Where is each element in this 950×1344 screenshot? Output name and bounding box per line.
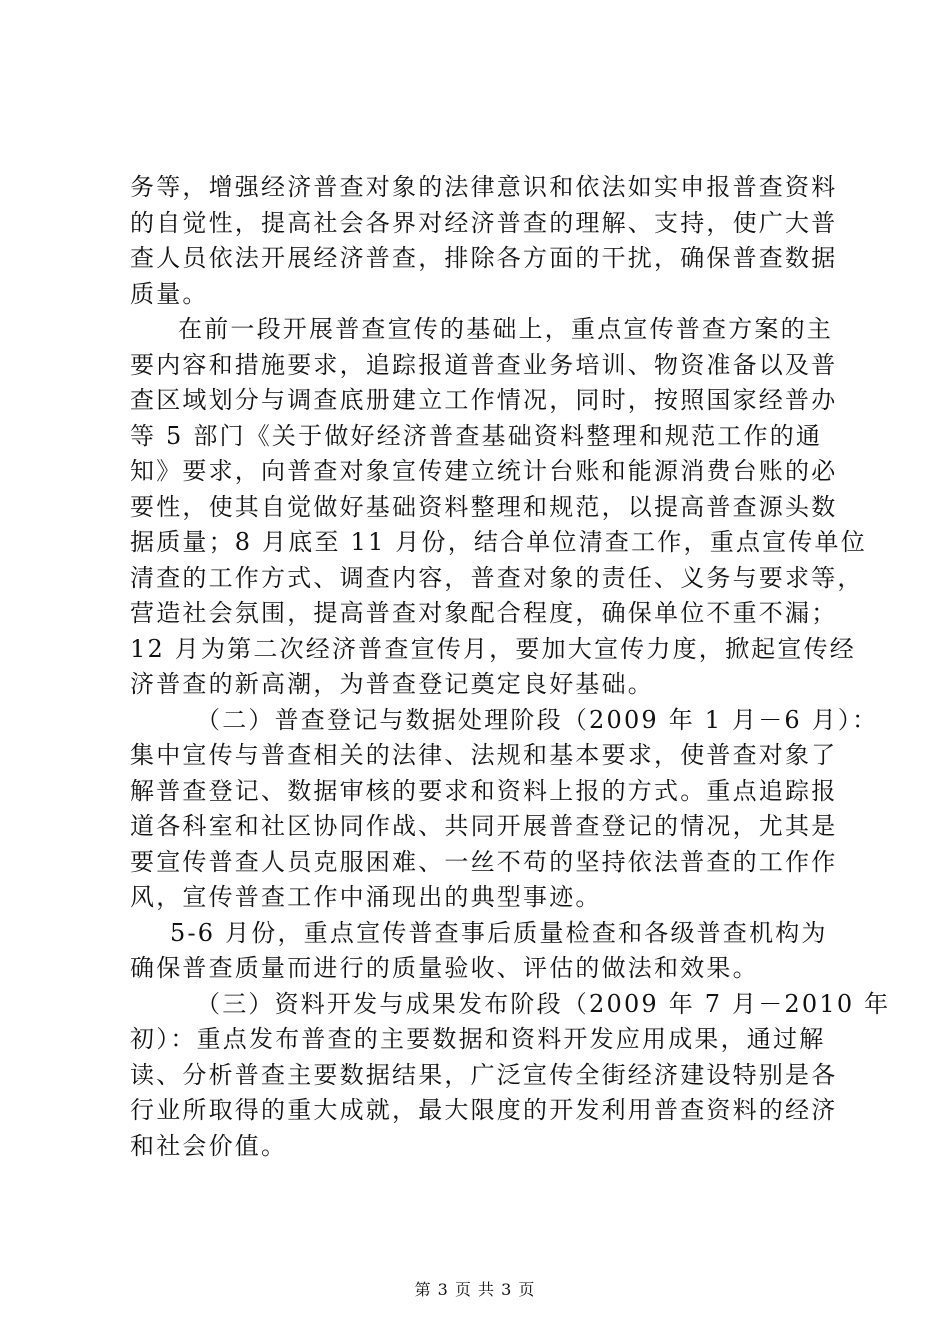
- text-line: 解普查登记、数据审核的要求和资料上报的方式。重点追踪报: [130, 776, 838, 805]
- text-line: 初）：重点发布普查的主要数据和资料开发应用成果，通过解: [130, 1025, 826, 1053]
- page-number-footer: 第 3 页 共 3 页: [414, 1280, 536, 1299]
- text-line: 和社会价值。: [130, 1131, 288, 1160]
- text-line: 在前一段开展普查宣传的基础上，重点宣传普查方案的主: [178, 315, 833, 343]
- text-line: 集中宣传与普查相关的法律、法规和基本要求，使普查对象了: [130, 741, 838, 769]
- text-line: 质量。: [130, 279, 209, 308]
- text-line: 等 5 部门《关于做好经济普查基础资料整理和规范工作的通: [130, 421, 823, 450]
- text-line: 知》要求，向普查对象宣传建立统计台账和能源消费台账的必: [130, 457, 838, 485]
- section-heading-line: （三）资料开发与成果发布阶段（2009 年 7 月－2010 年: [196, 989, 891, 1018]
- text-line: 的自觉性，提高社会各界对经济普查的理解、支持，使广大普: [130, 208, 838, 237]
- text-line: 查人员依法开展经济普查，排除各方面的干扰，确保普查数据: [130, 244, 838, 272]
- text-line: 道各科室和社区协同作战、共同开展普查登记的情况，尤其是: [130, 812, 838, 840]
- text-line: 5-6 月份，重点宣传普查事后质量检查和各级普查机构为: [170, 918, 828, 947]
- text-line: 营造社会氛围，提高普查对象配合程度，确保单位不重不漏；: [130, 599, 838, 627]
- text-line: 务等，增强经济普查对象的法律意识和依法如实申报普查资料: [130, 173, 838, 201]
- text-line: 行业所取得的重大成就，最大限度的开发利用普查资料的经济: [130, 1096, 838, 1124]
- text-line: 要宣传普查人员克服困难、一丝不苟的坚持依法普查的工作作: [130, 847, 838, 876]
- text-line: 据质量；8 月底至 11 月份，结合单位清查工作，重点宣传单位: [130, 528, 867, 556]
- text-line: 查区域划分与调查底册建立工作情况，同时，按照国家经普办: [130, 386, 838, 414]
- text-line: 读、分析普查主要数据结果，广泛宣传全街经济建设特别是各: [130, 1060, 838, 1089]
- text-line: 要性，使其自觉做好基础资料整理和规范，以提高普查源头数: [130, 492, 838, 521]
- text-line: 确保普查质量而进行的质量验收、评估的做法和效果。: [130, 954, 759, 982]
- document-body: [130, 170, 891, 1164]
- text-line: 12 月为第二次经济普查宣传月，要加大宣传力度，掀起宣传经: [130, 634, 856, 663]
- section-heading-line: （二）普查登记与数据处理阶段（2009 年 1 月－6 月）：: [196, 705, 879, 734]
- text-line: 要内容和措施要求，追踪报道普查业务培训、物资准备以及普: [130, 350, 838, 379]
- text-line: 清查的工作方式、调查内容，普查对象的责任、义务与要求等，: [130, 563, 864, 592]
- text-line: 济普查的新高潮，为普查登记奠定良好基础。: [130, 670, 654, 698]
- text-line: 风，宣传普查工作中涌现出的典型事迹。: [130, 883, 602, 911]
